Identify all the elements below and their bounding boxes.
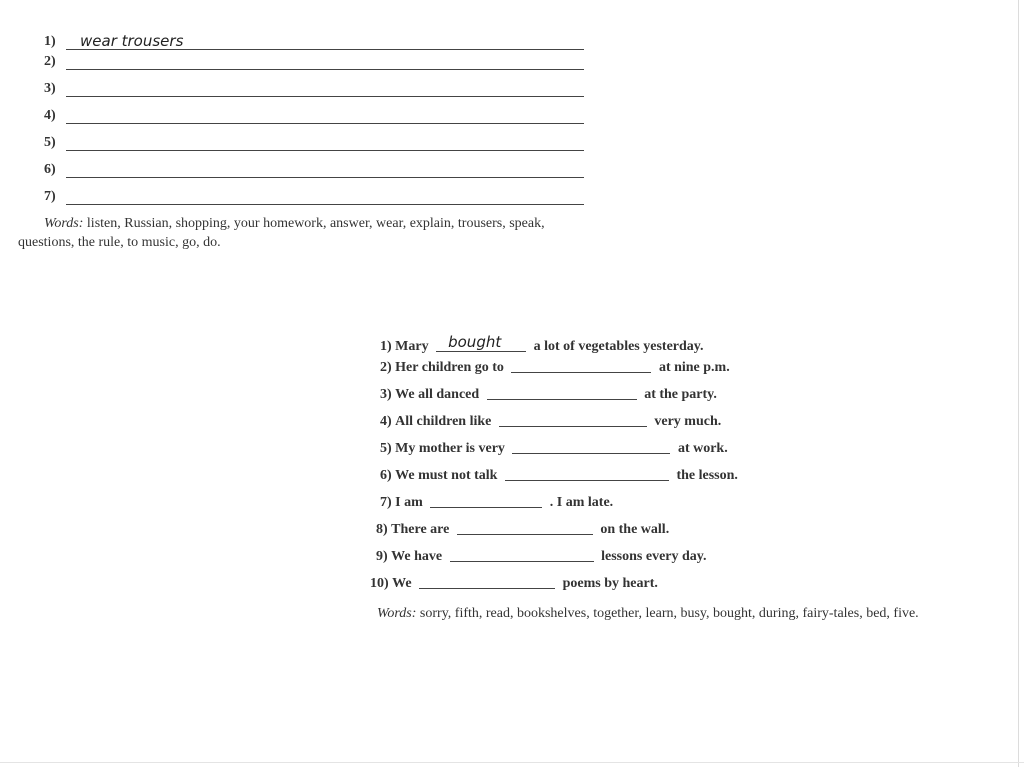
sentence-end: the lesson.: [676, 468, 738, 483]
word-bank-label: Words:: [377, 606, 417, 621]
sentence-number: 5): [380, 441, 392, 456]
page-border-right: [1018, 0, 1019, 767]
word-bank-text: sorry, fifth, read, bookshelves, together, learn, busy, bought, during, fairy-tales, bed, five.: [419, 606, 919, 621]
page-border-bottom: [0, 762, 1024, 763]
sentence-start: Her children go to: [395, 360, 504, 375]
sentence: [380, 441, 728, 463]
word-bank: [351, 604, 921, 623]
answer-blank: [505, 480, 669, 481]
sentence-start: We all danced: [395, 387, 480, 402]
answer-rule: [66, 69, 584, 70]
answer-blank: [511, 372, 651, 373]
sentence-end: at nine p.m.: [658, 360, 730, 375]
answer-rule: [66, 96, 584, 97]
line-number: 5): [44, 135, 56, 150]
word-bank-text: listen, Russian, shopping, your homework, answer, wear, explain, trousers, speak, questions, the rule, to music, go, do.: [18, 216, 545, 250]
handwritten-answer: wear trousers: [80, 32, 184, 50]
sentence-start: There are: [391, 522, 450, 537]
sentence-end: at work.: [677, 441, 728, 456]
sentence-end: at the party.: [644, 387, 717, 402]
answer-blank: [487, 399, 637, 400]
sentence: [380, 387, 717, 409]
word-bank: [18, 214, 593, 252]
answer-blank: [430, 507, 542, 508]
sentence-start: I am: [395, 495, 423, 510]
answer-blank: [499, 426, 647, 427]
sentence-number: 9): [376, 549, 388, 564]
sentence-start: All children like: [395, 414, 492, 429]
answer-line: [44, 185, 584, 207]
line-number: 4): [44, 108, 56, 123]
answer-blank: [512, 453, 670, 454]
sentence-start: Mary: [395, 339, 429, 354]
sentence-end: very much.: [654, 414, 722, 429]
answer-rule: [66, 204, 584, 205]
sentence: [380, 360, 730, 382]
sentence-number: 2): [380, 360, 392, 375]
sentence-number: 3): [380, 387, 392, 402]
sentence-start: We must not talk: [395, 468, 498, 483]
sentence: [376, 549, 707, 571]
sentence: [370, 576, 658, 598]
sentence-end: . I am late.: [549, 495, 614, 510]
answer-line: [44, 77, 584, 99]
answer-line: [44, 50, 584, 72]
sentence-end: poems by heart.: [562, 576, 658, 591]
answer-blank: [419, 588, 555, 589]
answer-line: [44, 104, 584, 126]
line-number: 6): [44, 162, 56, 177]
answer-rule: [66, 150, 584, 151]
sentence-end: lessons every day.: [601, 549, 707, 564]
sentence-start: My mother is very: [395, 441, 505, 456]
answer-blank: [436, 333, 526, 352]
sentence-start: We have: [391, 549, 443, 564]
sentence-number: 8): [376, 522, 388, 537]
answer-blank: [450, 561, 594, 562]
sentence-end: a lot of vegetables yesterday.: [533, 339, 704, 354]
sentence: [380, 414, 721, 436]
sentence-number: 10): [370, 576, 389, 591]
line-number: 3): [44, 81, 56, 96]
sentence: [376, 522, 669, 544]
sentence-end: on the wall.: [600, 522, 670, 537]
sentence-number: 6): [380, 468, 392, 483]
word-bank-label: Words:: [44, 216, 84, 231]
answer-rule: [66, 177, 584, 178]
sentence-number: 7): [380, 495, 392, 510]
sentence-number: 4): [380, 414, 392, 429]
answer-blank: [457, 534, 593, 535]
sentence-number: 1): [380, 339, 392, 354]
handwritten-answer: bought: [448, 333, 502, 351]
sentence: [380, 495, 613, 517]
answer-line: [44, 131, 584, 153]
answer-line: [44, 158, 584, 180]
sentence: [380, 468, 738, 490]
line-number: 1): [44, 34, 56, 49]
sentence: [380, 333, 704, 355]
sentence-start: We: [392, 576, 412, 591]
answer-rule: [66, 123, 584, 124]
line-number: 2): [44, 54, 56, 69]
answer-line: [44, 30, 584, 52]
line-number: 7): [44, 189, 56, 204]
